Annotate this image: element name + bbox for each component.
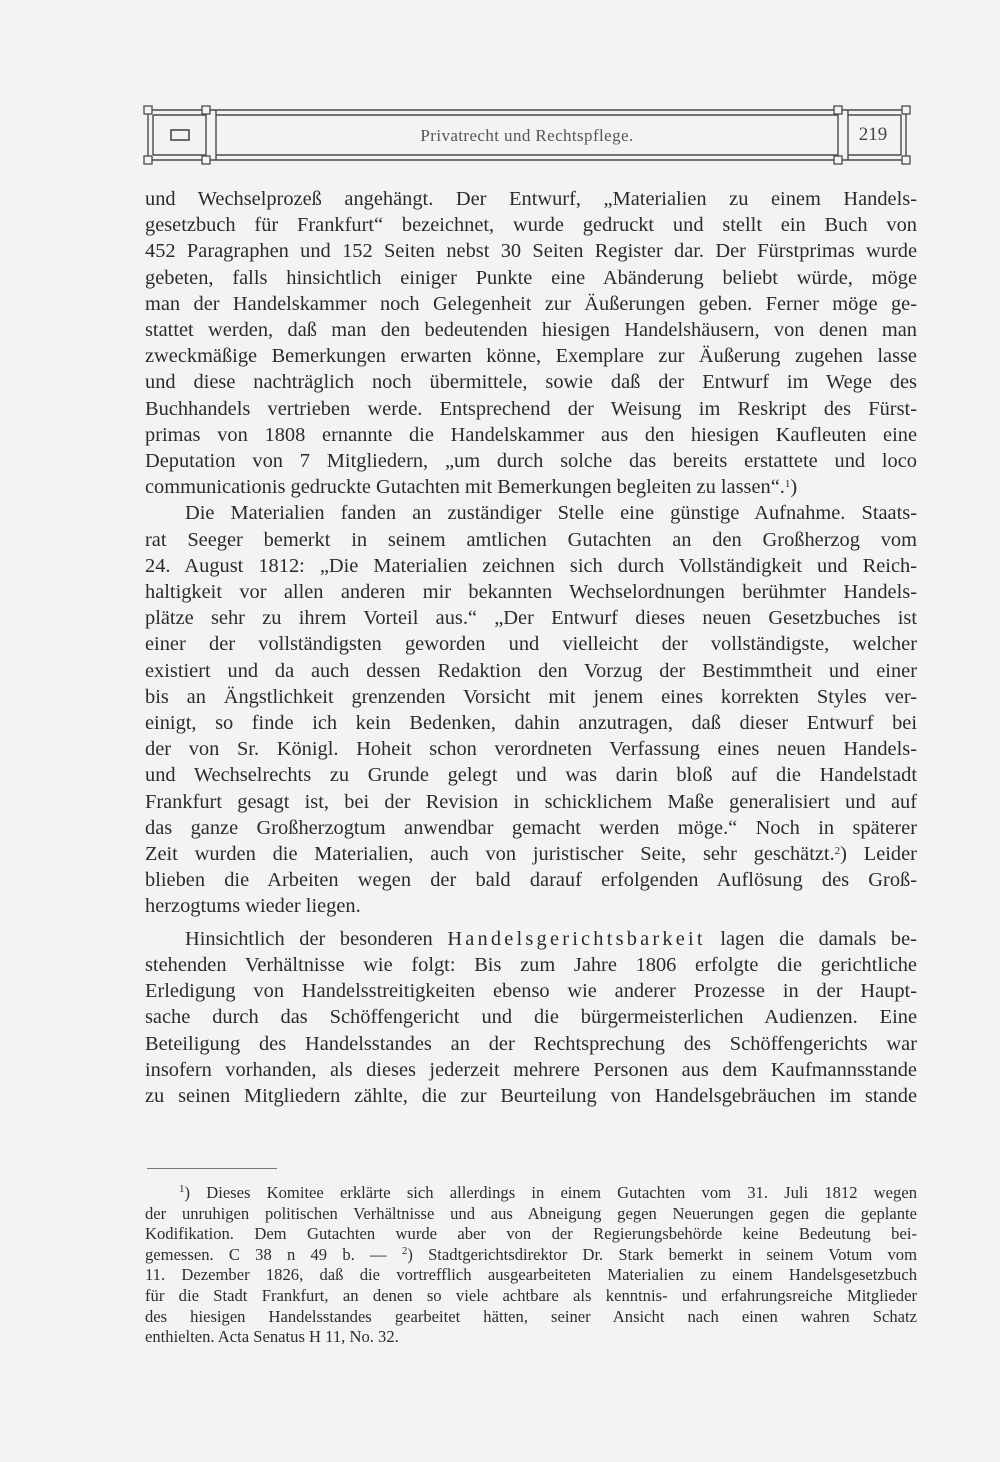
footnote-mark-paren: ) bbox=[407, 1244, 413, 1264]
footnote-text: Dieses Komitee erklärte sich allerdings in einem Gutachten vom 31. Juli 1812 wegen bbox=[206, 1183, 917, 1202]
footnote-line bbox=[145, 1183, 917, 1204]
running-title: Privatrecht und Rechtspflege. bbox=[420, 126, 634, 145]
footnote-line: 11. Dezember 1826, daß die vortrefflich ausgearbeiteten Materialien zu einem Handelsgesetzbuch bbox=[145, 1265, 917, 1285]
footnote-text: gemessen. C 38 n 49 b. — bbox=[145, 1244, 387, 1264]
text-line: das ganze Großherzogtum anwendbar gemacht werden möge.“ Noch in späterer bbox=[145, 816, 917, 839]
text-line: bis an Ängstlichkeit grenzenden Vorsicht mit jenem eines korrekten Styles ver- bbox=[145, 685, 917, 708]
text-line: stattet werden, daß man den bedeutenden hiesigen Handelshäusern, von denen man bbox=[145, 319, 917, 342]
text-line: zu seinen Mitgliedern zählte, die zur Beurteilung von Handelsgebräuchen im stande bbox=[145, 1084, 917, 1107]
running-header bbox=[142, 104, 912, 166]
emphasized-term: Handelsgerichtsbarkeit bbox=[447, 927, 706, 950]
text-line: und Wechselrechts zu Grunde gelegt und was darin bloß auf die Handelstadt bbox=[145, 764, 917, 787]
text-line: insofern vorhanden, als dieses jederzeit mehrere Personen aus dem Kaufmannsstande bbox=[145, 1058, 917, 1081]
text-line: und diese nachträglich noch übermittele, sowie daß der Entwurf im Wege des bbox=[145, 371, 917, 394]
text-line bbox=[145, 841, 917, 867]
text-line: plätze sehr zu ihrem Vorteil aus.“ „Der Entwurf dieses neuen Gesetzbuches ist bbox=[145, 607, 917, 630]
text-line: gesetzbuch für Frankfurt“ bezeichnet, wurde gedruckt und stellt ein Buch von bbox=[145, 214, 917, 237]
text-line: Deputation von 7 Mitgliedern, „um durch solche das bereits erstattete und loco bbox=[145, 450, 917, 473]
body-text bbox=[145, 186, 917, 1109]
text-line bbox=[145, 474, 917, 500]
text-line bbox=[145, 926, 917, 952]
text-line: einigt, so finde ich kein Bedenken, dahin anzutragen, daß dieser Entwurf bei bbox=[145, 712, 917, 735]
page-number: 219 bbox=[858, 124, 888, 145]
text-line: einer der vollständigsten geworden und vielleicht der vollständigste, welcher bbox=[145, 633, 917, 656]
text-line: Buchhandels vertrieben werde. Entsprechend der Weisung im Reskript des Fürst- bbox=[145, 397, 917, 420]
footnote-line: für die Stadt Frankfurt, an denen so viele achtbare als kenntnis- und erfahrungsreiche Mitglieder bbox=[145, 1285, 917, 1305]
text-line: sache durch das Schöffengericht und die bürgermeisterlichen Audienzen. Eine bbox=[145, 1006, 917, 1029]
text-line-content: communicationis gedruckte Gutachten mit Bemerkungen begleiten zu lassen“. bbox=[145, 476, 785, 499]
footnote-rule bbox=[147, 1168, 277, 1169]
footnote-line: Kodifikation. Dem Gutachten wurde aber von der Regierungsbehörde keine Bedeutung bei- bbox=[145, 1224, 917, 1244]
text-line: Beteiligung des Handelsstandes an der Rechtsprechung des Schöffengerichts war bbox=[145, 1032, 917, 1055]
footnote-ref-1: 1 bbox=[784, 478, 791, 491]
text-line: Frankfurt gesagt ist, bei der Revision in schicklichem Maße generalisiert und auf bbox=[145, 790, 917, 813]
text-line: der von Sr. Königl. Hoheit schon verordneten Verfassung eines neuen Handels- bbox=[145, 738, 917, 761]
footnote-ref-paren: ) Leider bbox=[840, 843, 917, 866]
footnote-mark-1: 1 bbox=[179, 1183, 185, 1195]
footnote-text: Stadtgerichtsdirektor Dr. Stark bemerkt in seinem Votum vom bbox=[428, 1244, 917, 1264]
text-line: gebeten, falls hinsichtlich einiger Punkte eine Abänderung beliebt würde, möge bbox=[145, 266, 917, 289]
footnote-line bbox=[145, 1245, 917, 1266]
footnote-mark-2: 2 bbox=[401, 1244, 408, 1257]
text-line-content: Hinsichtlich der besonderen bbox=[185, 927, 433, 950]
text-line: und Wechselprozeß angehängt. Der Entwurf, „Materialien zu einem Handels- bbox=[145, 188, 917, 210]
text-line-content: lagen die damals be- bbox=[720, 927, 917, 950]
text-line: man der Handelskammer noch Gelegenheit zur Äußerungen geben. Ferner möge ge- bbox=[145, 292, 917, 315]
text-line: existiert und da auch dessen Redaktion den Vorzug der Bestimmtheit und einer bbox=[145, 659, 917, 682]
text-line: haltigkeit vor allen anderen mir bekannten Wechselordnungen berühmter Handels- bbox=[145, 581, 917, 604]
footnote-ref-paren: ) bbox=[790, 476, 798, 499]
text-line: rat Seeger bemerkt in seinem amtlichen Gutachten an den Großherzog vom bbox=[145, 528, 917, 551]
footnote-line: der unruhigen politischen Verhältnisse und aus Abneigung gegen Neuerungen gegen die geplante bbox=[145, 1203, 917, 1223]
text-line: stehenden Verhältnisse wie folgt: Bis zum Jahre 1806 erfolgte die gerichtliche bbox=[145, 953, 917, 976]
footnote-ref-2: 2 bbox=[834, 845, 841, 858]
text-line: Die Materialien fanden an zuständiger Stelle eine günstige Aufnahme. Staats- bbox=[185, 502, 917, 525]
text-line: 24. August 1812: „Die Materialien zeichnen sich durch Vollständigkeit und Reich- bbox=[145, 554, 917, 577]
text-line: zweckmäßige Bemerkungen erwarten könne, Exemplare zur Äußerung zugehen lasse bbox=[145, 345, 917, 368]
text-line: Erledigung von Handelsstreitigkeiten ebenso wie anderer Prozesse in der Haupt- bbox=[145, 980, 917, 1003]
footnotes bbox=[145, 1183, 917, 1348]
footnote-line: des hiesigen Handelsstandes gearbeitet hätten, seiner Ansicht nach einen wahren Schatz bbox=[145, 1306, 917, 1326]
text-line-content: Zeit wurden die Materialien, auch von juristischer Seite, sehr geschätzt. bbox=[145, 843, 835, 866]
text-line: herzogtums wieder liegen. bbox=[145, 895, 361, 918]
footnote-mark-paren: ) bbox=[184, 1183, 191, 1202]
footnote-line: enthielten. Acta Senatus H 11, No. 32. bbox=[145, 1327, 399, 1347]
text-line: 452 Paragraphen und 152 Seiten nebst 30 Seiten Register dar. Der Fürstprimas wurde bbox=[145, 240, 917, 263]
text-line: blieben die Arbeiten wegen der bald darauf erfolgenden Auflösung des Groß- bbox=[145, 869, 917, 892]
text-line: primas von 1808 ernannte die Handelskammer aus den hiesigen Kaufleuten eine bbox=[145, 423, 917, 446]
